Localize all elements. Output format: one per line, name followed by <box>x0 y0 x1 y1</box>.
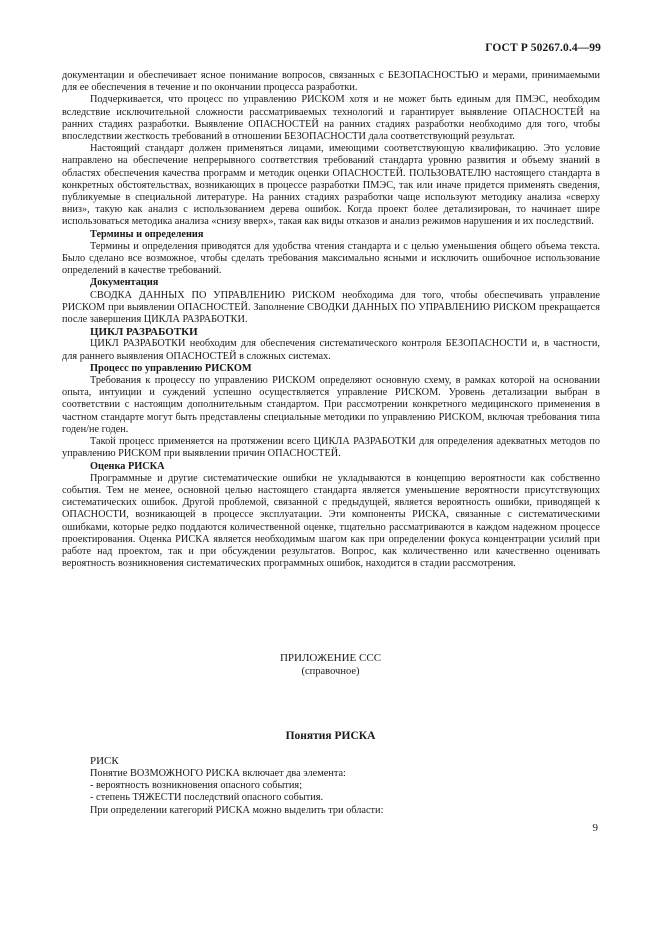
document-code-header: ГОСТ Р 50267.0.4—99 <box>485 42 601 54</box>
concept-line-3: - степень ТЯЖЕСТИ последствий опасного события. <box>90 792 324 804</box>
concept-line-4: При определении категорий РИСКА можно выделить три области: <box>90 804 384 816</box>
main-text <box>62 70 600 570</box>
paragraph-1: документации и обеспечивает ясное понимание вопросов, связанных с БЕЗОПАСНОСТЬЮ и мерами, принимаемыми для ее обеспечения в течение и по окончании процесса разработки. <box>62 70 600 94</box>
page-number: 9 <box>592 822 598 834</box>
appendix-subtitle: (справочное) <box>301 666 360 677</box>
paragraph-7: Требования к процессу по управлению РИСКОМ определяют основную схему, в рамках которой на основании опыта, интуиции и суждений успешно осуществляется управление РИСКОМ. Уровень детализации выбран в соответствии с настоящим дополнительным стандартом. При рассмотрении конкретного медицинского применения в частном стандарте могут быть представлены специальные методики по управлению РИСКОМ, включая требования типа годен/не годен. <box>62 375 600 435</box>
appendix-title: ПРИЛОЖЕНИЕ ССС <box>279 652 382 664</box>
paragraph-6: ЦИКЛ РАЗРАБОТКИ необходим для обеспечения систематического контроля БЕЗОПАСНОСТИ и, в частности, для раннего выявления ОПАСНОСТЕЙ в сложных системах. <box>62 338 600 362</box>
paragraph-2: Подчеркивается, что процесс по управлению РИСКОМ хотя и не может быть единым для ПМЭС, необходим вследствие исключительной сложности рассматриваемых технологий и гарантирует выявление ОПАСНОСТЕЙ на ранних стадиях разработки. Выявление ОПАСНОСТЕЙ на ранних стадиях разработки необходимо для того, чтобы впоследствии жесткость требований в отношении БЕЗОПАСНОСТИ дала соответствующий результат. <box>62 94 600 143</box>
paragraph-8: Такой процесс применяется на протяжении всего ЦИКЛА РАЗРАБОТКИ для определения адекватных методов по управлению РИСКОМ при выявлении причин ОПАСНОСТЕЙ. <box>62 436 600 460</box>
heading-documentation: Документация <box>90 277 159 289</box>
paragraph-4: Термины и определения приводятся для удобства чтения стандарта и с целью уменьшения общего объема текста. Было сделано все возможное, чтобы сделать требования максимально ясными и исключить ошибочное использование определений в качестве требований. <box>62 240 600 277</box>
paragraph-5: СВОДКА ДАННЫХ ПО УПРАВЛЕНИЮ РИСКОМ необходима для того, чтобы обеспечивать управление РИСКОМ при выявлении ОПАСНОСТЕЙ. Заполнение СВОДКИ ДАННЫХ ПО УПРАВЛЕНИЮ РИСКОМ прекращается после завершения ЦИКЛА РАЗРАБОТКИ. <box>62 289 600 326</box>
heading-development-cycle: ЦИКЛ РАЗРАБОТКИ <box>90 326 198 339</box>
paragraph-9: Программные и другие систематические ошибки не укладываются в концепцию вероятности как собственно события. Тем не менее, основной целью настоящего стандарта является уменьшение вероятности присутствующих систематических ошибок. Другой проблемой, связанной с предыдущей, является вероятность ошибки, приводящей к ОПАСНОСТИ, возникающей в процессе эксплуатации. Эти компоненты РИСКА, связанные с систематическими ошибками, которые редко поддаются количественной оценке, тщательно рассматриваются в каждом надежном процессе проектирования. Оценка РИСКА является необходимым шагом как при определении фокуса концентрации усилий при работе над проектом, так и при обсуждении результатов. Вопрос, как количественно или качественно оценивать вероятность возникновения систематических программных ошибок, находится в стадии рассмотрения. <box>62 472 600 570</box>
concept-line-1: Понятие ВОЗМОЖНОГО РИСКА включает два элемента: <box>90 768 346 779</box>
concept-section <box>90 754 600 817</box>
heading-risk-assessment: Оценка РИСКА <box>90 460 165 472</box>
paragraph-3: Настоящий стандарт должен применяться лицами, имеющими соответствующую квалификацию. Это условие направлено на обеспечение непрерывного соответствия требований стандарта уровню развития и объему знаний в областях обеспечения качества программ и методик оценки ОПАСНОСТЕЙ. ПОЛЬЗОВАТЕЛЮ настоящего стандарта в конкретных обстоятельствах, возникающих в процессе разработки ПМЭС, так или иначе придется применять сведения, публикуемые в специальной литературе. На ранних стадиях разработки чаще используют методику анализа «сверху вниз», такую как анализ с использованием дерева ошибок. Когда проект более детализирован, то начинает шире использоваться методика анализа «снизу вверх», такая как виды отказов и анализ режимов нарушения и их последствий. <box>62 143 600 228</box>
appendix-heading <box>0 652 661 678</box>
heading-terms: Термины и определения <box>90 228 204 240</box>
concept-title: Понятия РИСКА <box>285 730 376 742</box>
concept-line-2: - вероятность возникновения опасного события; <box>90 780 302 792</box>
concept-term: РИСК <box>90 755 119 767</box>
heading-risk-process: Процесс по управлению РИСКОМ <box>90 362 252 374</box>
